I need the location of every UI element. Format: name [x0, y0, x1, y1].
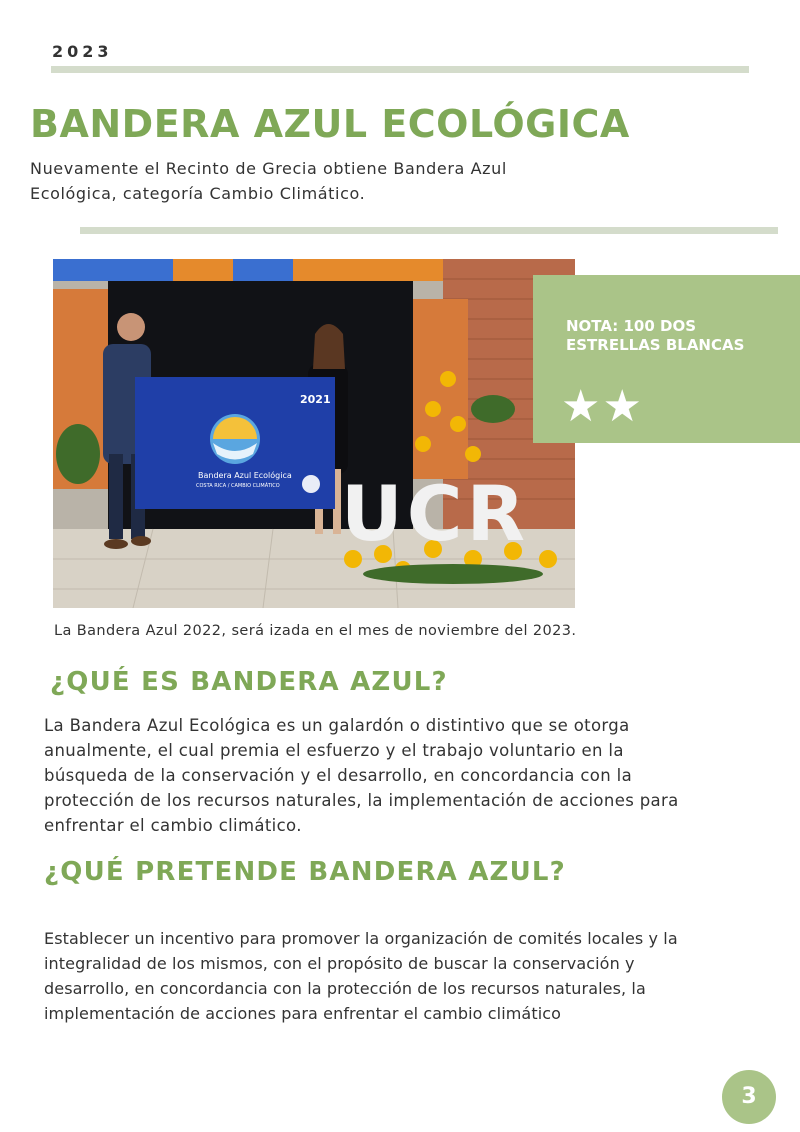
section-body-what: La Bandera Azul Ecológica es un galardón o distintivo que se otorga anualmente, el cual premia el esfuerzo y el trabajo voluntario en la búsqueda de la conservación y el desarrollo, en concordancia con la protección de los recursos naturales, la implementación de acciones para enfrentar el cambio climático. [44, 716, 679, 835]
photo-caption: La Bandera Azul 2022, será izada en el mes de noviembre del 2023. [54, 623, 577, 639]
ucr-sign: UCR [341, 469, 530, 558]
year-label: 2023 [52, 42, 113, 61]
flag-sublabel: COSTA RICA / CAMBIO CLIMÁTICO [196, 483, 280, 489]
star-icon: ★ [602, 381, 644, 432]
note-box [533, 275, 800, 443]
flag-year: 2021 [300, 393, 331, 406]
note-text: NOTA: 100 DOS ESTRELLAS BLANCAS [566, 317, 745, 354]
page-title: BANDERA AZUL ECOLÓGICA [30, 102, 630, 146]
page-subtitle: Nuevamente el Recinto de Grecia obtiene Bandera Azul Ecológica, categoría Cambio Climático. [30, 159, 507, 203]
stars-rating [561, 381, 644, 432]
section-heading-what: ¿QUÉ ES BANDERA AZUL? [50, 667, 448, 697]
page-number: 3 [722, 1070, 776, 1124]
star-icon: ★ [561, 381, 603, 432]
award-photo [53, 259, 575, 608]
top-divider [51, 66, 749, 73]
section-body-goal: Establecer un incentivo para promover la organización de comités locales y la integralidad de los mismos, con el propósito de buscar la conservación y desarrollo, en concordancia con la protección de los recursos naturales, la implementación de acciones para enfrentar el cambio climático [44, 929, 678, 1023]
section-heading-goal: ¿QUÉ PRETENDE BANDERA AZUL? [44, 857, 566, 887]
middle-divider [80, 227, 778, 234]
flag-label: Bandera Azul Ecológica [198, 471, 292, 480]
